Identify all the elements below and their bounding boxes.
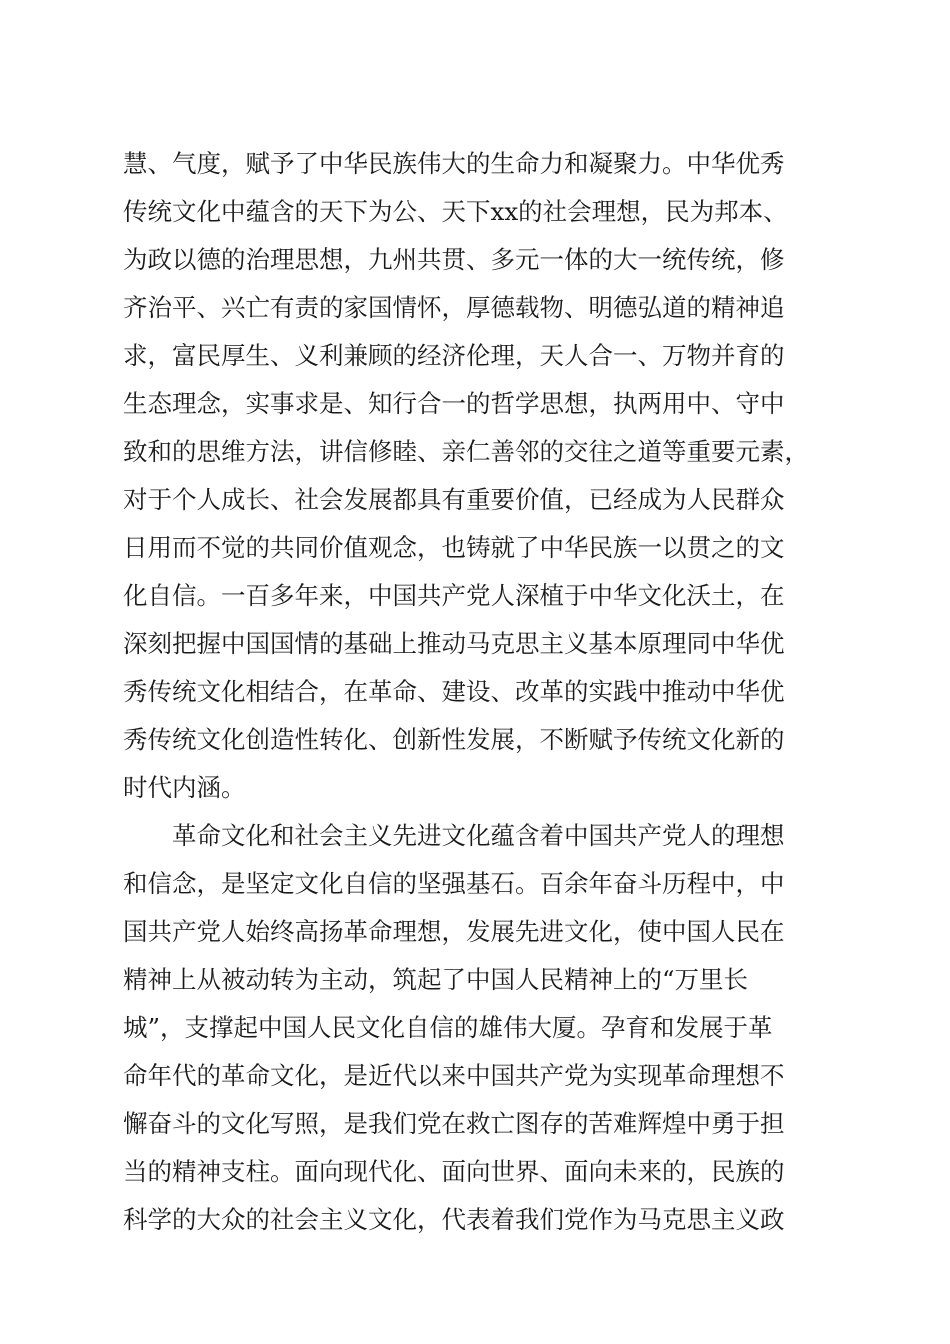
paragraph-2-line: 精神上从被动转为主动，筑起了中国人民精神上的“万里长 xyxy=(123,965,749,994)
paragraph-1-line: 对于个人成长、社会发展都具有重要价值，已经成为人民群众 xyxy=(123,485,785,514)
paragraph-2-line: 科学的大众的社会主义文化，代表着我们党作为马克思主义政 xyxy=(123,1205,785,1234)
paragraph-1-line: 生态理念，实事求是、知行合一的哲学思想，执两用中、守中 xyxy=(123,389,785,418)
paragraph-1-line: 致和的思维方法，讲信修睦、亲仁善邻的交往之道等重要元素， xyxy=(123,437,809,466)
paragraph-2-line: 城”，支撑起中国人民文化自信的雄伟大厦。孕育和发展于革 xyxy=(123,1013,773,1042)
paragraph-2-line: 国共产党人始终高扬革命理想，发展先进文化，使中国人民在 xyxy=(123,917,785,946)
paragraph-1-line: 齐治平、兴亡有责的家国情怀，厚德载物、明德弘道的精神追 xyxy=(123,293,785,322)
paragraph-1-line: 求，富民厚生、义利兼顾的经济伦理，天人合一、万物并育的 xyxy=(123,341,785,370)
paragraph-1-line: 传统文化中蕴含的天下为公、天下xx的社会理想，民为邦本、 xyxy=(123,197,788,226)
paragraph-1-line: 化自信。一百多年来，中国共产党人深植于中华文化沃土，在 xyxy=(123,581,785,610)
paragraph-2-line: 当的精神支柱。面向现代化、面向世界、面向未来的，民族的 xyxy=(123,1157,785,1186)
paragraph-1-line: 慧、气度，赋予了中华民族伟大的生命力和凝聚力。中华优秀 xyxy=(123,149,785,178)
paragraph-1-line: 深刻把握中国国情的基础上推动马克思主义基本原理同中华优 xyxy=(123,629,785,658)
paragraph-1-line: 时代内涵。 xyxy=(123,773,246,802)
paragraph-2-line: 和信念，是坚定文化自信的坚强基石。百余年奋斗历程中，中 xyxy=(123,869,785,898)
paragraph-1-line: 秀传统文化创造性转化、创新性发展，不断赋予传统文化新的 xyxy=(123,725,785,754)
paragraph-1-line: 为政以德的治理思想，九州共贯、多元一体的大一统传统，修 xyxy=(123,245,785,274)
paragraph-1-line: 秀传统文化相结合，在革命、建设、改革的实践中推动中华优 xyxy=(123,677,785,706)
paragraph-2-line: 懈奋斗的文化写照，是我们党在救亡图存的苦难辉煌中勇于担 xyxy=(123,1109,785,1138)
paragraph-2-line: 命年代的革命文化，是近代以来中国共产党为实现革命理想不 xyxy=(123,1061,785,1090)
paragraph-1-line: 日用而不觉的共同价值观念，也铸就了中华民族一以贯之的文 xyxy=(123,533,785,562)
paragraph-2-line: 革命文化和社会主义先进文化蕴含着中国共产党人的理想 xyxy=(172,821,785,850)
